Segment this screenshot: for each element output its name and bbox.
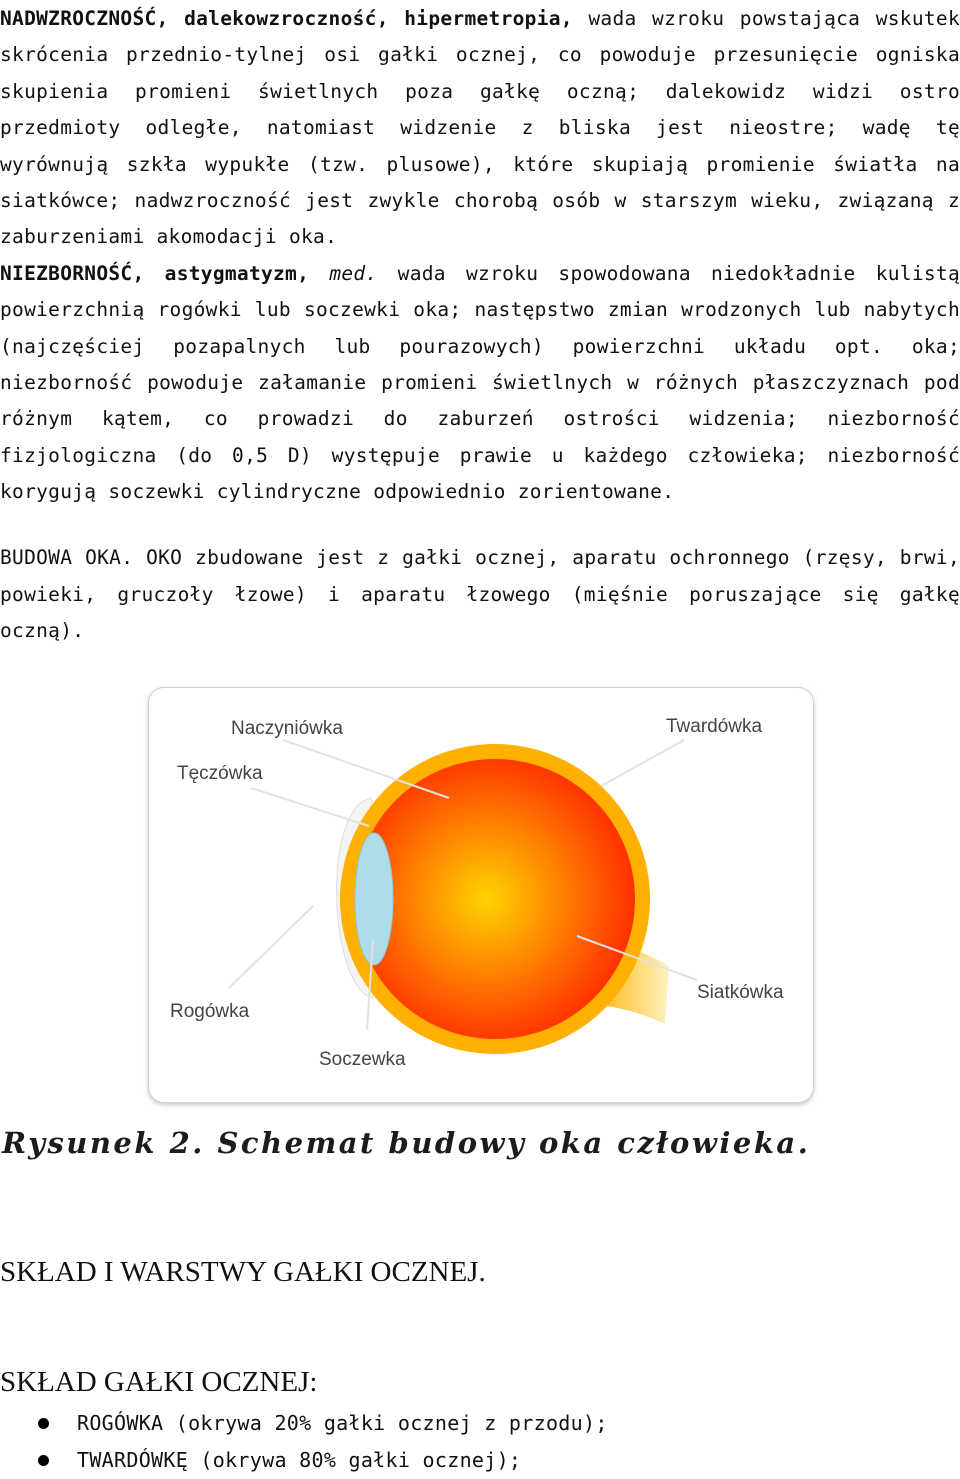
label-siatkowka: Siatkówka: [697, 982, 784, 1003]
leader-teczowka: [251, 788, 369, 826]
label-twardowka: Twardówka: [666, 716, 763, 737]
list-item: [0, 1442, 608, 1479]
bullet-icon: [38, 1455, 49, 1466]
leader-rogowka: [229, 906, 313, 988]
bullet-icon: [38, 1418, 49, 1429]
term-hypermetropia: NADWZROCZNOŚĆ, dalekowzroczność, hipermetropia,: [0, 7, 573, 30]
list-item: [0, 1405, 608, 1442]
paragraph-definitions: [0, 1, 960, 511]
term-astigmatism: NIEZBORNOŚĆ, astygmatyzm,: [0, 261, 310, 285]
label-naczyniowka: Naczyniówka: [231, 718, 343, 739]
definition-astigmatism: wada wzroku spowodowana niedokładnie kulistą powierzchnią rogówki lub soczewki oka; następstwo zmian wrodzonych lub nabytych (najczęściej pozapalnych lub pourazowych) powierzchni układu opt. oka; niezborność powoduje załamanie promieni świetlnych w różnych płaszczyznach pod różnym kątem, co prowadzi do zaburzeń ostrości widzenia; niezborność fizjologiczna (do 0,5 D) występuje prawie u każdego człowieka; niezborność korygują soczewki cylindryczne odpowiednio zorientowane.: [0, 261, 960, 504]
eye-diagram: [149, 688, 813, 1102]
eye-diagram-frame: [148, 687, 814, 1103]
label-soczewka: Soczewka: [319, 1049, 406, 1070]
label-rogowka: Rogówka: [170, 1001, 250, 1022]
leader-twardowka: [601, 740, 684, 786]
section-heading-layers: SKŁAD I WARSTWY GAŁKI OCZNEJ.: [0, 1256, 486, 1288]
eyeball-inner: [355, 759, 635, 1039]
label-teczowka: Tęczówka: [177, 763, 263, 784]
section-heading-composition: SKŁAD GAŁKI OCZNEJ:: [0, 1366, 318, 1398]
list-item-text: TWARDÓWKĘ (okrywa 80% gałki ocznej);: [77, 1448, 522, 1472]
paragraph-eye-structure: BUDOWA OKA. OKO zbudowane jest z gałki ocznej, aparatu ochronnego (rzęsy, brwi, powieki, gruczoły łzowe) i aparatu łzowego (mięśnie poruszające się gałkę oczną).: [0, 546, 960, 642]
figure-caption: Rysunek 2. Schemat budowy oka człowieka.: [2, 1126, 811, 1160]
abbreviation-med: med.: [329, 261, 378, 285]
lens: [355, 833, 393, 965]
definition-hypermetropia: wada wzroku powstająca wskutek skrócenia przednio-tylnej osi gałki ocznej, co powoduje przesunięcie ogniska skupienia promieni świetlnych poza gałkę oczną; dalekowidz widzi ostro przedmioty odległe, natomiast widzenie z bliska jest nieostre; wadę tę wyrównują szkła wypukłe (tzw. plusowe), które skupiają promienie światła na siatkówce; nadwzroczność jest zwykle chorobą osób w starszym wieku, związaną z zaburzeniami akomodacji oka.: [0, 7, 960, 249]
composition-list: [0, 1405, 608, 1479]
list-item-text: ROGÓWKA (okrywa 20% gałki ocznej z przodu);: [77, 1411, 608, 1435]
